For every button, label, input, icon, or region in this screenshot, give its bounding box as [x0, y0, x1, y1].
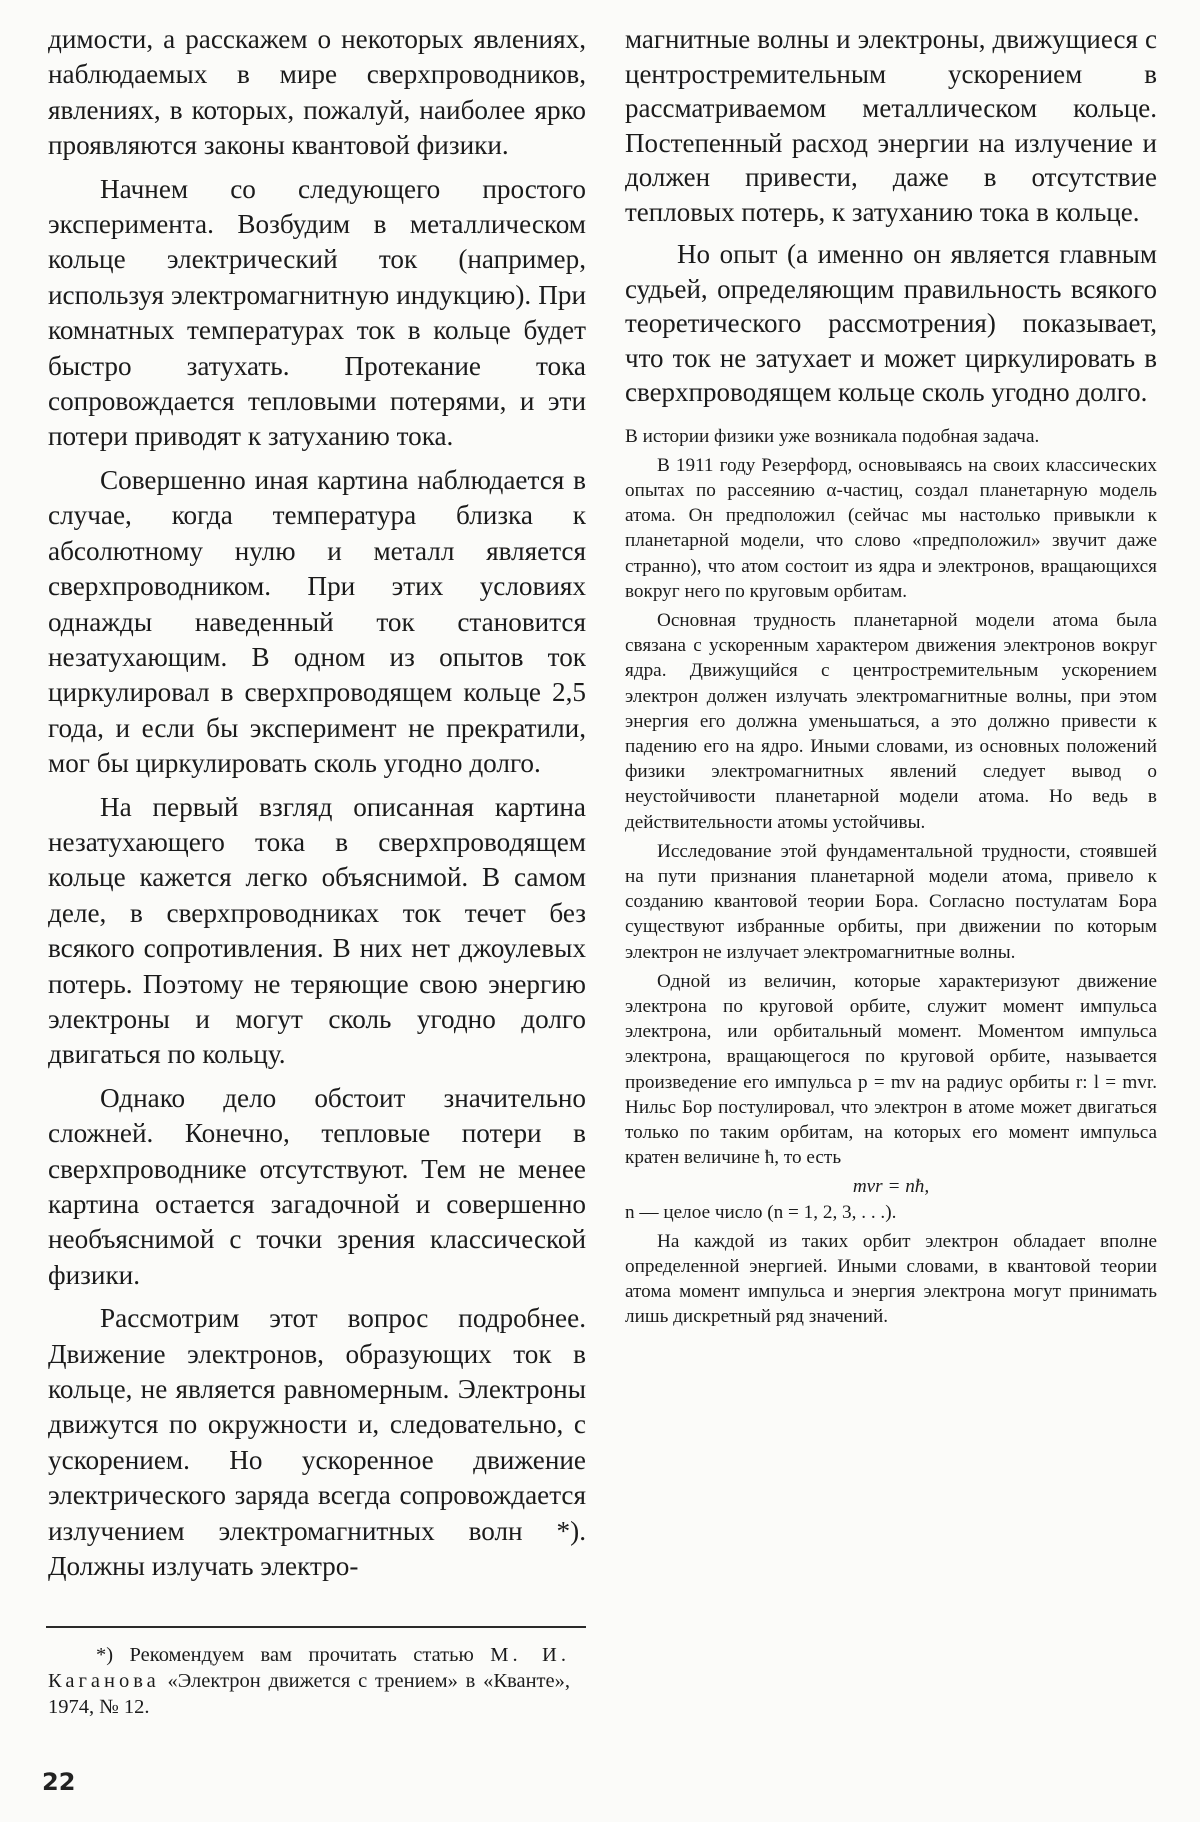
right-paragraph-2: Но опыт (а именно он является главным судьей, определяющим правильность всякого теоретического рассмотрения) показывает, что ток не затухает и может циркулировать в сверхпроводящем кольце сколь угодно долго. — [625, 239, 1157, 407]
left-paragraph-4: На первый взгляд описанная картина незатухающего тока в сверхпроводящем кольце кажется легко объяснимой. В самом деле, в сверхпроводниках ток течет без всякого сопротивления. В них нет джоулевых потерь. Поэтому не теряющие свою энергию электроны и могут сколь угодно долго двигаться по кольцу. — [48, 791, 586, 1070]
small-paragraph-6: n — целое число (n = 1, 2, 3, . . .). — [625, 1201, 897, 1223]
small-paragraph-3: Основная трудность планетарной модели атома была связана с ускоренным характером движения электронов вокруг ядра. Движущийся с центростремительным ускорением электрон должен излучать электромагнитные волны, при этом энергия его должна уменьшаться, а это должно привести к падению его на ядро. Иными словами, из основных положений физики электромагнитных явлений следует вывод о неустойчивости планетарной модели атома. Но ведь в действительности атомы устойчивы. — [625, 609, 1157, 833]
left-paragraph-6: Рассмотрим этот вопрос подробнее. Движение электронов, образующих ток в кольце, не является равномерным. Электроны движутся по окружности и, следовательно, с ускорением. Но ускоренное движение электрического заряда всегда сопровождается излучением электромагнитных волн *). Должны излучать электро- — [48, 1303, 586, 1582]
page-number: 22 — [42, 1768, 76, 1796]
left-paragraph-3: Совершенно иная картина наблюдается в случае, когда температура близка к абсолютному нулю и металл является сверхпроводником. При этих условиях однажды наведенный ток становится незатухающим. В одном из опытов ток циркулировал в сверхпроводящем кольце 2,5 года, и если бы эксперимент не прекратили, мог бы циркулировать сколь угодно долго. — [48, 464, 586, 779]
footnote-text-before: Рекомендуем вам прочитать статью — [129, 1644, 474, 1666]
left-column — [48, 22, 586, 1592]
footnote-divider — [46, 1626, 586, 1628]
footnote — [48, 1642, 570, 1720]
right-main-text — [625, 22, 1157, 410]
small-paragraph-4: Исследование этой фундаментальной трудности, стоявшей на пути признания планетарной модели атома, привело к созданию квантовой теории Бора. Согласно постулатам Бора существуют избранные орбиты, при движении по которым электрон не излучает электромагнитные волны. — [625, 840, 1157, 963]
right-column — [625, 22, 1157, 1334]
right-small-text — [625, 424, 1157, 1330]
small-paragraph-2: В 1911 году Резерфорд, основываясь на своих классических опытах по рассеянию α-частиц, создал планетарную модель атома. Он предположил (сейчас мы настолько привыкли к планетарной модели, что слово «предположил» звучит даже странно), что атом состоит из ядра и электронов, вращающихся вокруг него по круговым орбитам. — [625, 454, 1157, 602]
footnote-author: М. И. Каганова — [48, 1644, 570, 1692]
footnote-marker: *) — [96, 1644, 114, 1666]
right-paragraph-1: магнитные волны и электроны, движущиеся с центростремительным ускорением в рассматриваемом металлическом кольце. Постепенный расход энергии на излучение и должен привести, даже в отсутствие тепловых потерь, к затуханию тока в кольце. — [625, 24, 1157, 227]
footnote-text-after: «Электрон движется с трением» в «Кванте», 1974, № 12. — [48, 1670, 570, 1718]
small-paragraph-7: На каждой из таких орбит электрон обладает вполне определенной энергией. Иными словами, в квантовой теории атома момент импульса и энергия электрона могут принимать лишь дискретный ряд значений. — [625, 1230, 1157, 1328]
small-paragraph-5: Одной из величин, которые характеризуют движение электрона по круговой орбите, служит момент импульса электрона, или орбитальный момент. Моментом импульса электрона, вращающегося по круговой орбите, называется произведение его импульса p = mv на радиус орбиты r: l = mvr. Нильс Бор постулировал, что электрон в атоме может двигаться только по таким орбитам, на которых его момент импульса кратен величине ħ, то есть — [625, 970, 1157, 1169]
bohr-formula: mvr = nħ, — [852, 1176, 930, 1198]
left-paragraph-2: Начнем со следующего простого эксперимента. Возбудим в металлическом кольце электрический ток (например, используя электромагнитную индукцию). При комнатных температурах ток в кольце будет быстро затухать. Протекание тока сопровождается тепловыми потерями, и эти потери приводят к затуханию тока. — [48, 173, 586, 452]
small-paragraph-1: В истории физики уже возникала подобная задача. — [625, 425, 1040, 447]
left-paragraph-5: Однако дело обстоит значительно сложней. Конечно, тепловые потери в сверхпроводнике отсутствуют. Тем не менее картина остается загадочной и совершенно необъяснимой с точки зрения классической физики. — [48, 1082, 586, 1290]
left-paragraph-1: димости, а расскажем о некоторых явлениях, наблюдаемых в мире сверхпроводников, явлениях, в которых, пожалуй, наиболее ярко проявляются законы квантовой физики. — [48, 24, 586, 161]
